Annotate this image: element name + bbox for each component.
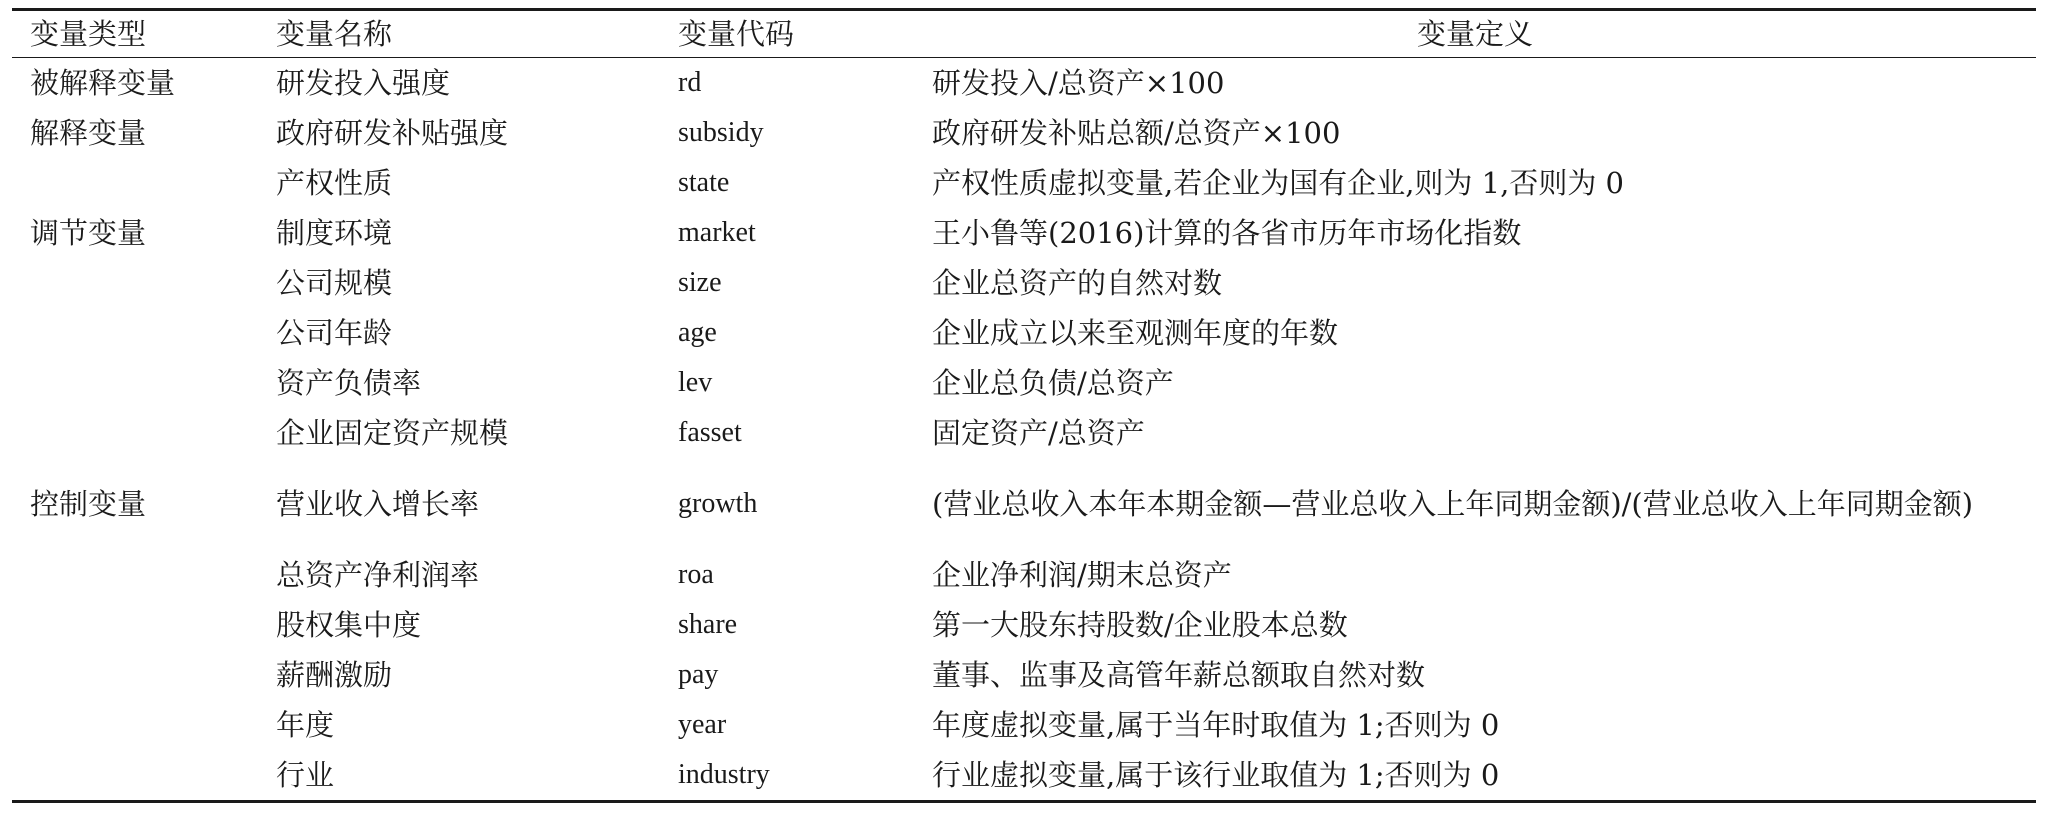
table-row [12,750,2036,802]
cell-variable-type [12,550,258,600]
cell-variable-code: size [678,267,722,298]
table-row [12,550,2036,600]
cell-variable-type [12,750,258,802]
cell-variable-code: pay [678,659,719,690]
cell-variable-definition: 董事、监事及高管年薪总额取自然对数 [932,658,1426,692]
cell-variable-type [12,650,258,700]
table-row [12,308,2036,358]
cell-variable-definition: 王小鲁等(2016)计算的各省市历年市场化指数 [932,216,1522,250]
cell-variable-definition: 固定资产/总资产 [932,416,1145,450]
cell-variable-code: lev [678,367,713,398]
cell-variable-definition: 政府研发补贴总额/总资产×100 [932,116,1341,150]
cell-variable-name: 研发投入强度 [276,66,451,100]
cell-variable-name: 政府研发补贴强度 [276,116,509,150]
cell-variable-type [12,158,258,208]
cell-variable-definition: 行业虚拟变量,属于该行业取值为 1;否则为 0 [932,758,1500,792]
cell-variable-code: subsidy [678,117,764,148]
table-row [12,700,2036,750]
cell-variable-code: age [678,317,717,348]
cell-variable-code: roa [678,559,714,590]
cell-variable-name: 总资产净利润率 [276,558,480,592]
cell-variable-name: 企业固定资产规模 [276,416,509,450]
cell-variable-definition: 研发投入/总资产×100 [932,66,1225,100]
table-row [12,458,2036,550]
cell-variable-name: 薪酬激励 [276,658,393,692]
cell-variable-definition: 企业总资产的自然对数 [932,266,1223,300]
cell-variable-code: state [678,167,730,198]
table-row [12,408,2036,458]
cell-variable-name: 制度环境 [276,216,393,250]
cell-variable-definition: (营业总收入本年本期金额—营业总收入上年同期金额)/(营业总收入上年同期金额) [932,487,1974,521]
cell-variable-type [12,258,258,308]
cell-variable-type [12,358,258,408]
cell-variable-code: fasset [678,417,742,448]
cell-variable-definition: 企业净利润/期末总资产 [932,558,1232,592]
table-row [12,258,2036,308]
cell-variable-definition: 年度虚拟变量,属于当年时取值为 1;否则为 0 [932,708,1500,742]
table-row [12,208,2036,258]
table-header [12,10,2036,58]
cell-variable-code: industry [678,759,770,790]
cell-variable-name: 公司年龄 [276,316,393,350]
table-row [12,358,2036,408]
header-variable-code: 变量代码 [660,10,914,58]
cell-variable-name: 股权集中度 [276,608,422,642]
cell-variable-type: 解释变量 [30,116,147,150]
cell-variable-definition: 产权性质虚拟变量,若企业为国有企业,则为 1,否则为 0 [932,166,1624,200]
table-row [12,108,2036,158]
cell-variable-definition: 第一大股东持股数/企业股本总数 [932,608,1348,642]
table-row [12,58,2036,109]
cell-variable-type [12,408,258,458]
cell-variable-name: 行业 [276,758,335,792]
cell-variable-code: rd [678,67,702,98]
variable-definition-table [12,8,2036,803]
table-row [12,158,2036,208]
cell-variable-name: 年度 [276,708,335,742]
cell-variable-type: 被解释变量 [30,66,176,100]
cell-variable-name: 资产负债率 [276,366,422,400]
cell-variable-name: 公司规模 [276,266,393,300]
cell-variable-definition: 企业成立以来至观测年度的年数 [932,316,1339,350]
cell-variable-code: market [678,217,756,248]
cell-variable-type [12,308,258,358]
table-row [12,650,2036,700]
cell-variable-definition: 企业总负债/总资产 [932,366,1174,400]
table-row [12,600,2036,650]
cell-variable-code: growth [678,488,758,519]
cell-variable-type [12,700,258,750]
cell-variable-name: 营业收入增长率 [276,487,480,521]
cell-variable-code: share [678,609,738,640]
header-variable-name: 变量名称 [258,10,660,58]
cell-variable-type: 调节变量 [30,216,147,250]
cell-variable-name: 产权性质 [276,166,393,200]
cell-variable-type [12,600,258,650]
table-body [12,58,2036,802]
cell-variable-type: 控制变量 [30,487,147,521]
header-row [12,10,2036,58]
header-variable-type: 变量类型 [12,10,258,58]
header-variable-definition: 变量定义 [914,10,2036,58]
cell-variable-code: year [678,709,727,740]
